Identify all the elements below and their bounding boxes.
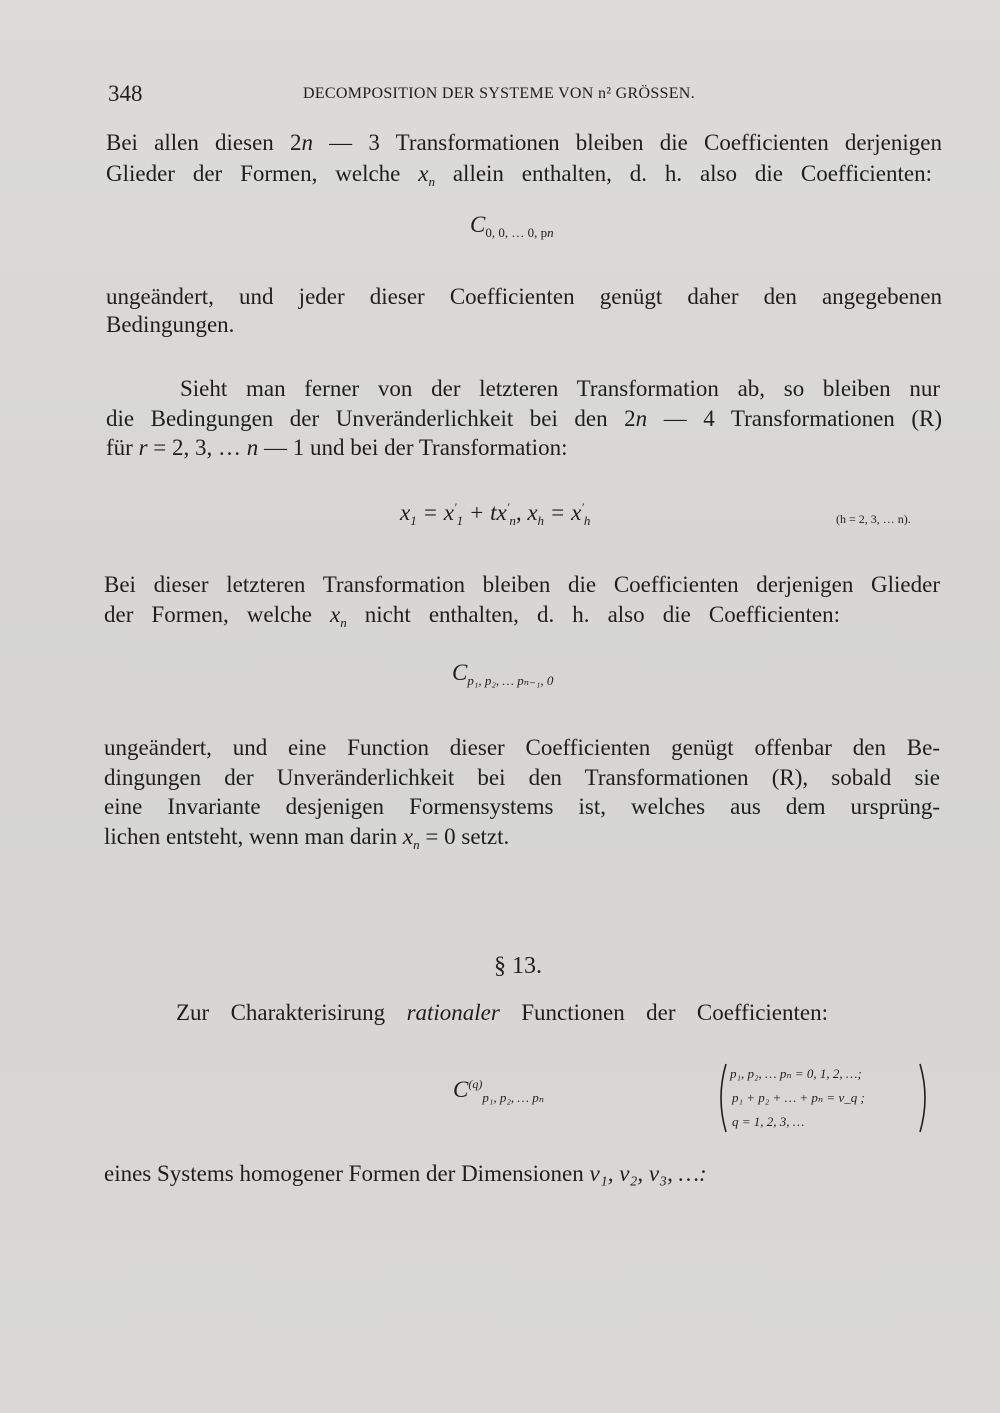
- paragraph-line: eine Invariante desjenigen Formensystems ist, welches aus dem ursprüng-: [104, 794, 940, 819]
- formula-condition: (h = 2, 3, … n).: [836, 512, 911, 526]
- paragraph-line: Bei allen diesen 2n — 3 Transformationen bleiben die Coefficienten derjenigen: [106, 130, 942, 155]
- paragraph-line: Bedingungen.: [106, 312, 235, 337]
- paragraph-line: lichen entsteht, wenn man darin $x_n = 0$ setzt.: [104, 824, 510, 852]
- paragraph-line: ungeändert, und eine Function dieser Coefficienten genügt offenbar den Be-: [104, 735, 940, 760]
- condition-line: q = 1, 2, 3, …: [732, 1114, 805, 1129]
- paragraph-line: Glieder der Formen, welche $x_n$ allein enthalten, d. h. also die Coefficienten:: [106, 161, 932, 189]
- section-heading: § 13.: [494, 953, 542, 979]
- formula-coefficient: $C_{p_1, p_2, \dots p_{n-1}, 0}$: [452, 660, 554, 688]
- condition-line: p₁, p₂, … pₙ = 0, 1, 2, …;: [730, 1066, 862, 1081]
- paragraph-line: Bei dieser letzteren Transformation bleiben die Coefficienten derjenigen Glieder: [104, 572, 940, 597]
- paragraph-line: Sieht man ferner von der letzteren Transformation ab, so bleiben nur: [180, 376, 940, 401]
- running-title: DECOMPOSITION DER SYSTEME VON n² GRÖSSEN.: [303, 85, 695, 102]
- transformation-formula: $x_1 = x'_1 + tx'_n$, $x_h = x'_h$: [400, 500, 591, 528]
- paragraph-line: der Formen, welche $x_n$ nicht enthalten, d. h. also die Coefficienten:: [104, 602, 840, 630]
- paragraph-line: die Bedingungen der Unveränderlichkeit bei den 2n — 4 Transformationen (R): [106, 406, 942, 431]
- formula-coefficient: $C^{(q)}_{p_1, p_2, \dots p_n}$: [453, 1077, 544, 1105]
- paragraph-line: dingungen der Unveränderlichkeit bei den Transformationen (R), sobald sie: [104, 765, 940, 790]
- condition-line: p₁ + p₂ + … + pₙ = v_q ;: [732, 1090, 865, 1105]
- paragraph-line: eines Systems homogener Formen der Dimensionen v₁, v₂, v₃, …:: [104, 1161, 707, 1186]
- paragraph-line: ungeändert, und jeder dieser Coefficienten genügt daher den angegebenen: [106, 284, 942, 309]
- formula-coefficient: $C_{0, 0, \dots 0, pn}$: [470, 212, 554, 240]
- formula-condition-group: [716, 1060, 936, 1136]
- paragraph-line: für r = 2, 3, … n — 1 und bei der Transformation:: [106, 435, 568, 460]
- page-number: 348: [108, 81, 143, 106]
- paragraph-line: Zur Charakterisirung rationaler Functionen der Coefficienten:: [176, 1000, 829, 1025]
